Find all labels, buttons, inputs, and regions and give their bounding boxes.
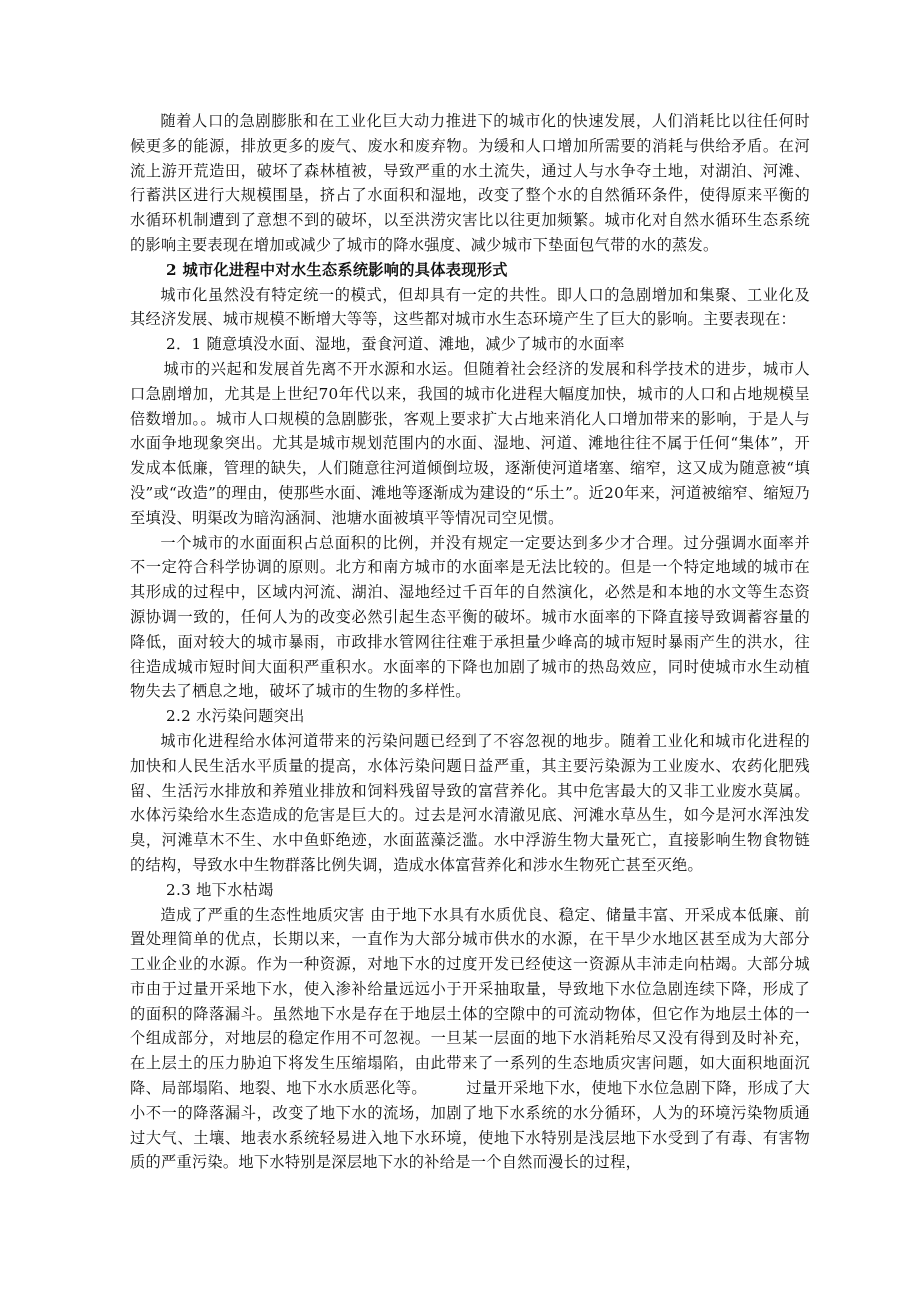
paragraph-water-surface-ratio: 一个城市的水面面积占总面积的比例，并没有规定一定要达到多少才合理。过分强调水面率并不一定符合科学协调的原则。北方和南方城市的水面率是无法比较的。但是一个特定地域的城市在其形成的过程中，区域内河流、湖泊、湿地经过千百年的自然演化，必然是和本地的水文等生态资源协调一致的，任何人为的改变必然引起生态平衡的破坏。城市水面率的下降直接导致调蓄容量的降低，面对较大的城市暴雨，市政排水管网往往难于承担量少峰高的城市短时暴雨产生的洪水，往往造成城市短时间大面积严重积水。水面率的下降也加剧了城市的热岛效应，同时使城市水生动植物失去了栖息之地，破坏了城市的生物的多样性。 (130, 533, 810, 701)
paragraph-groundwater: 造成了严重的生态性地质灾害 由于地下水具有水质优良、稳定、储量丰富、开采成本低廉、前置处理简单的优点，长期以来，一直作为大部分城市供水的水源，在干旱少水地区甚至成为大部分工业企业的水源。作为一种资源，对地下水的过度开发已经使这一资源从丰沛走向枯竭。大部分城市由于过量开采地下水，使入渗补给量远远小于开采抽取量，导致地下水位急剧连续下降，形成了的面积的降落漏斗。虽然地下水是存在于地层土体的空隙中的可流动物体，但它作为地层土体的一个组成部分，对地层的稳定作用不可忽视。一旦某一层面的地下水消耗殆尽又没有得到及时补充，在上层土的压力胁迫下将发生压缩塌陷，由此带来了一系列的生态地质灾害问题，如大面积地面沉降、局部塌陷、地裂、地下水水质恶化等。 过量开采地下水，使地下水位急剧下降，形成了大小不一的降落漏斗，改变了地下水的流场，加剧了地下水系统的水分循环，人为的环境污染物质通过大气、土壤、地表水系统轻易进入地下水环境，使地下水特别是浅层地下水受到了有毒、有害物质的严重污染。地下水特别是深层地下水的补给是一个自然而漫长的过程， (130, 905, 810, 1172)
subsection-heading-2-2: 2.2 水污染问题突出 (166, 707, 305, 726)
paragraph-water-surface: 城市的兴起和发展首先离不开水源和水运。但随着社会经济的发展和科学技术的进步，城市人口急剧增加，尤其是上世纪70年代以来，我国的城市化进程大幅度加快，城市的人口和占地规模呈倍数增加。。城市人口规模的急剧膨张，客观上要求扩大占地来消化人口增加带来的影响，于是人与水面争地现象突出。尤其是城市规划范围内的水面、湿地、河道、滩地往往不属于任何“集体”，开发成本低廉，管理的缺失，人们随意往河道倾倒垃圾，逐渐使河道堵塞、缩窄，这又成为随意被“填没”或“改造”的理由，使那些水面、滩地等逐渐成为建设的“乐土”。近20年来，河道被缩窄、缩短乃至填没、明渠改为暗沟涵洞、池塘水面被填平等情况司空见惯。 (130, 359, 810, 527)
paragraph-water-pollution: 城市化进程给水体河道带来的污染问题已经到了不容忽视的地步。随着工业化和城市化进程的加快和人民生活水平质量的提高，水体污染问题日益严重，其主要污染源为工业废水、农药化肥残留、生活污水排放和养殖业排放和饲料残留导致的富营养化。其中危害最大的又非工业废水莫属。水体污染给水生态造成的危害是巨大的。过去是河水清澈见底、河滩水草丛生，如今是河水浑浊发臭，河滩草木不生、水中鱼虾绝迹，水面蓝藻泛滥。水中浮游生物大量死亡，直接影响生物食物链的结构，导致水中生物群落比例失调，造成水体富营养化和涉水生物死亡甚至灭绝。 (130, 731, 810, 874)
subsection-heading-2-3: 2.3 地下水枯竭 (166, 880, 274, 899)
paragraph-urbanization-intro: 城市化虽然没有特定统一的模式，但却具有一定的共性。即人口的急剧增加和集聚、工业化及其经济发展、城市规模不断增大等等，这些都对城市水生态环境产生了巨大的影响。主要表现在： (130, 285, 810, 329)
document-body (130, 109, 810, 1175)
section-heading-2: 2 城市化进程中对水生态系统影响的具体表现形式 (166, 260, 508, 279)
paragraph-water-cycle: 随着人口的急剧膨胀和在工业化巨大动力推进下的城市化的快速发展，人们消耗比以往任何时候更多的能源，排放更多的废气、废水和废弃物。为缓和人口增加所需要的消耗与供给矛盾。在河流上游开荒造田，破坏了森林植被，导致严重的水土流失，通过人与水争夺土地，对湖泊、河滩、行蓄洪区进行大规模围垦，挤占了水面积和湿地，改变了整个水的自然循环条件，使得原来平衡的水循环机制遭到了意想不到的破坏，以至洪涝灾害比以往更加频繁。城市化对自然水循环生态系统的影响主要表现在增加或减少了城市的降水强度、减少城市下垫面包气带的水的蒸发。 (130, 112, 810, 254)
subsection-heading-2-1: 2．1 随意填没水面、湿地，蚕食河道、滩地，减少了城市的水面率 (166, 335, 625, 354)
